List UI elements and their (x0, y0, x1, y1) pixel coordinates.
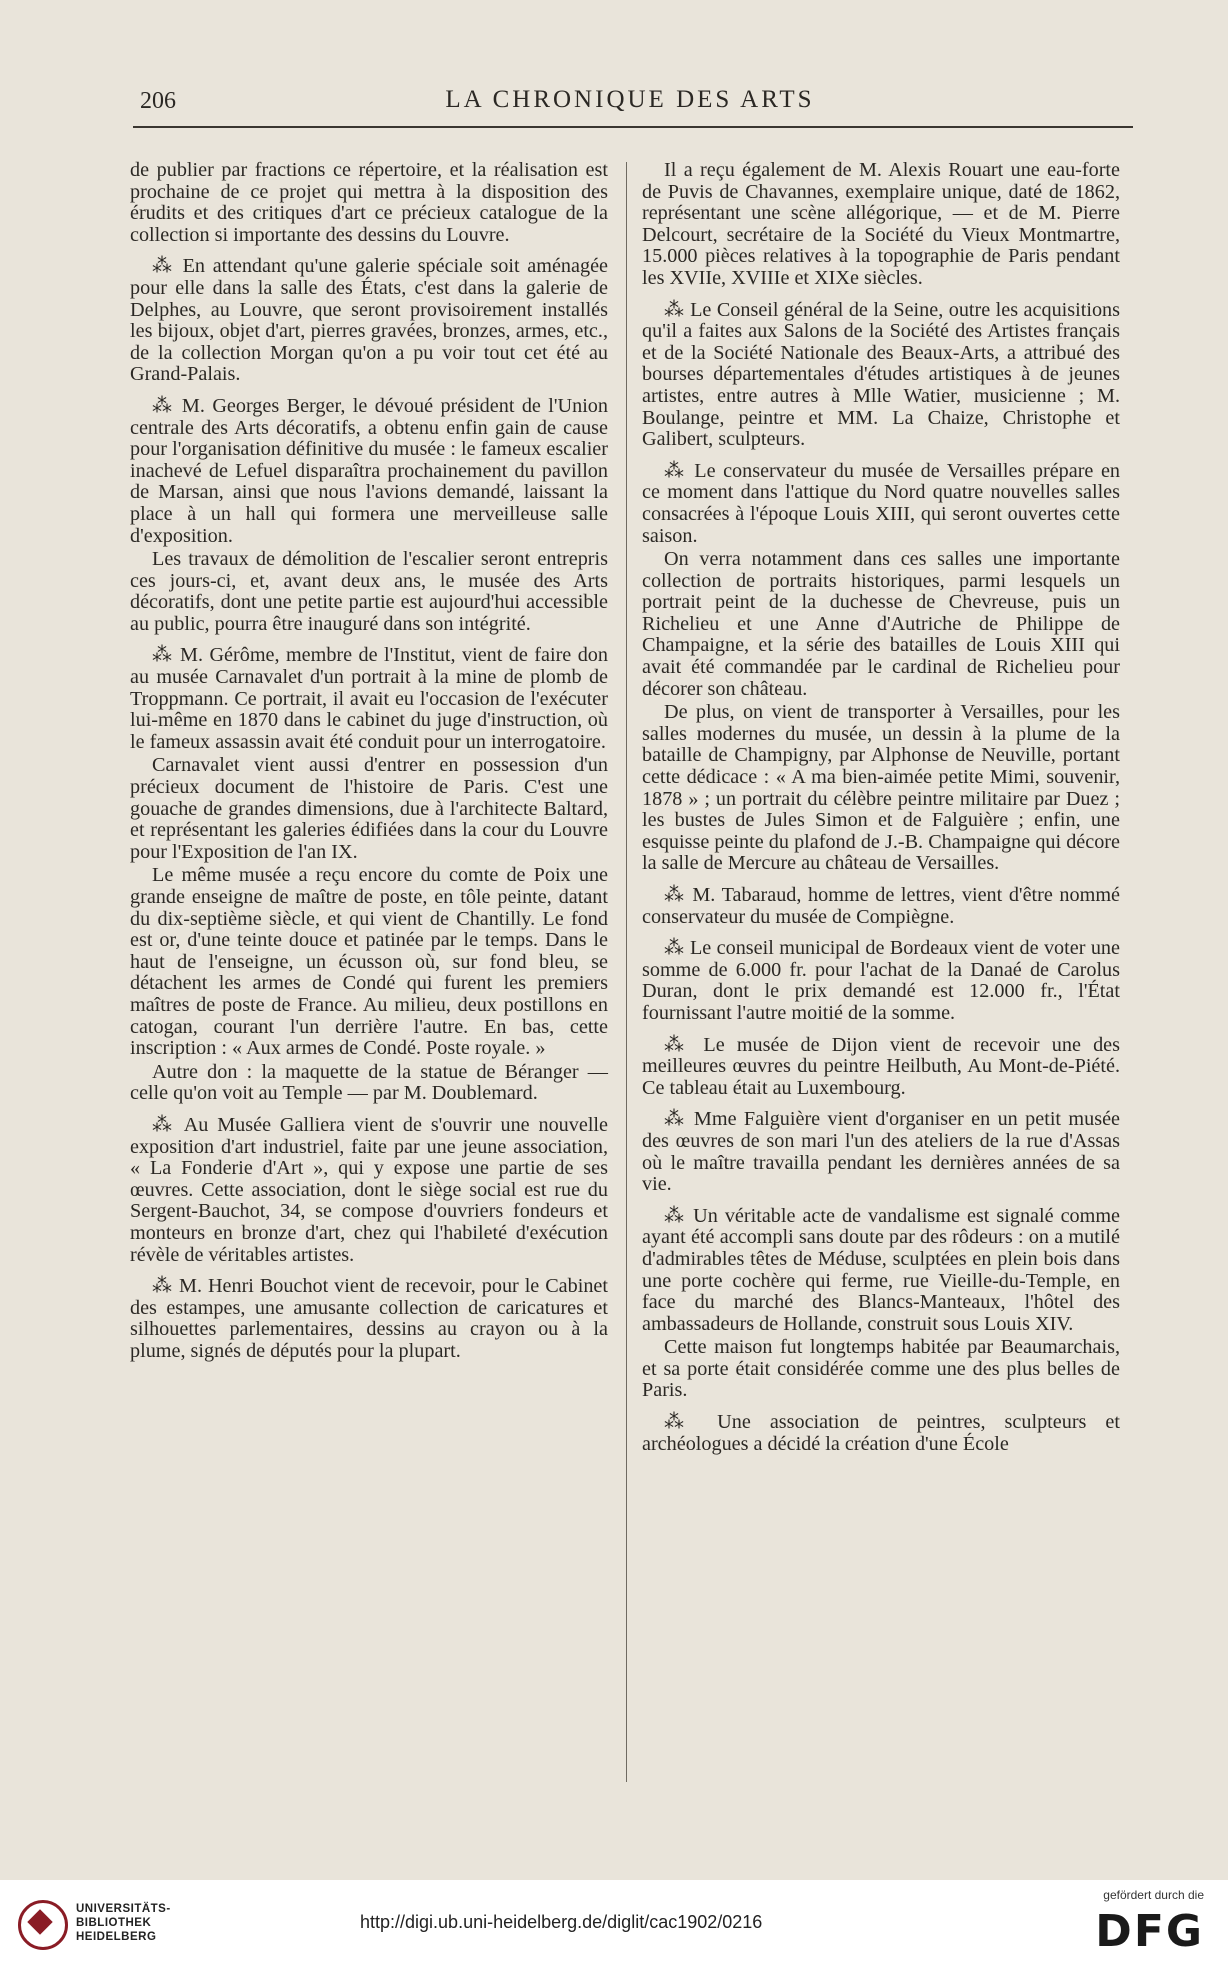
permalink-url[interactable]: http://digi.ub.uni-heidelberg.de/diglit/cac1902/0216 (360, 1912, 763, 1932)
journal-title: LA CHRONIQUE DES ARTS (445, 86, 815, 113)
paragraph: Il a reçu également de M. Alexis Rouart une eau-forte de Puvis de Chavannes, exemplaire unique, daté de 1862, représentant une scène allégorique, — et de M. Pierre Delcourt, secrétaire de la Société du Vieux Montmartre, 15.000 pièces relatives à la topographie de Paris pendant les XVIIe, XVIIIe et XIXe siècles. (642, 159, 1120, 289)
paragraph: Le même musée a reçu encore du comte de Poix une grande enseigne de maître de poste, en tôle peinte, datant du dix-septième siècle, et qui vient de Chantilly. Le fond est or, d'une teinte douce et patinée par le temps. Dans le haut de l'enseigne, un écusson où, sur fond bleu, se détachent les armes de Condé qui furent les premiers maîtres de poste de France. Au milieu, deux postillons en catogan, courant l'un derrière l'autre. En bas, cette inscription : « Aux armes de Condé. Poste royale. » (130, 864, 608, 1060)
paragraph: ⁂ En attendant qu'une galerie spéciale soit aménagée pour elle dans la salle des États, c'est dans la galerie de Delphes, au Louvre, que seront provisoirement installés les bijoux, objet d'art, pierres gravées, bronzes, armes, etc., de la collection Morgan qu'on a pu voir tout cet été au Grand-Palais. (130, 255, 608, 386)
university-library-logo[interactable] (18, 1894, 228, 1954)
running-header (130, 82, 1130, 122)
right-column (642, 160, 1120, 1465)
dfg-logo[interactable]: DFG (1095, 1906, 1204, 1957)
paragraph: ⁂ M. Georges Berger, le dévoué président de l'Union centrale des Arts décoratifs, a obtenu enfin gain de cause pour l'organisation définitive du musée : le fameux escalier inachevé de Lefuel disparaîtra prochainement du pavillon de Marsan, ainsi que nous l'avions demandé, laissant la place à un hall qui formera une merveilleuse salle d'exposition. (130, 394, 608, 547)
library-name: UNIVERSITÄTS- BIBLIOTHEK HEIDELBERG (76, 1903, 171, 1943)
column-divider (626, 162, 627, 1782)
paragraph: de publier par fractions ce répertoire, et la réalisation est prochaine de ce projet qui mettra à la disposition des érudits et des critiques d'art ce précieux catalogue de la collection si importante des dessins du Louvre. (130, 159, 608, 246)
paragraph: ⁂ Le Conseil général de la Seine, outre les acquisitions qu'il a faites aux Salons de la Société des Artistes français et de la Société Nationale des Beaux-Arts, a attribué des bourses départementales d'études artistiques à de jeunes artistes, entre autres à Mlle Watier, musicienne ; M. Boulange, peintre et MM. La Chaize, Christophe et Galibert, sculpteurs. (642, 298, 1120, 451)
paragraph: Autre don : la maquette de la statue de Béranger — celle qu'on voit au Temple — par M. Doublemard. (130, 1060, 608, 1105)
header-rule (133, 126, 1133, 128)
paragraph: ⁂ Une association de peintres, sculpteurs et archéologues a décidé la création d'une École (642, 1411, 1120, 1455)
digitization-footer (0, 1880, 1228, 1970)
paragraph: ⁂ Au Musée Galliera vient de s'ouvrir une nouvelle exposition d'art industriel, faite par une jeune association, « La Fonderie d'Art », qui y expose une partie de ses œuvres. Cette association, dont le siège social est rue du Sergent-Bauchot, 34, se compose d'ouvriers fondeurs et monteurs en bronze d'art, chez qui l'habileté d'exécution révèle de véritables artistes. (130, 1113, 608, 1266)
paragraph: ⁂ Mme Falguière vient d'organiser en un petit musée des œuvres de son mari l'un des ateliers de la rue d'Assas où le maître travailla pendant les dernières années de sa vie. (642, 1108, 1120, 1196)
paragraph: ⁂ Le conservateur du musée de Versailles prépare en ce moment dans l'attique du Nord quatre nouvelles salles consacrées à l'époque Louis XIII, qui seront ouvertes cette saison. (642, 459, 1120, 547)
paragraph: Cette maison fut longtemps habitée par Beaumarchais, et sa porte était considérée comme une des plus belles de Paris. (642, 1336, 1120, 1402)
paragraph: ⁂ Un véritable acte de vandalisme est signalé comme ayant été accompli sans doute par des rôdeurs : on a mutilé d'admirables têtes de Méduse, sculptées en plein bois dans une porte cochère qui ferme, rue Vieille-du-Temple, en face du marché des Blancs-Manteaux, l'hôtel des ambassadeurs de Hollande, construit sous Louis XIV. (642, 1204, 1120, 1335)
paragraph: ⁂ Le musée de Dijon vient de recevoir une des meilleures œuvres du peintre Heilbuth, Au Mont-de-Piété. Ce tableau était au Luxembourg. (642, 1033, 1120, 1099)
paragraph: ⁂ M. Henri Bouchot vient de recevoir, pour le Cabinet des estampes, une amusante collection de caricatures et silhouettes parlementaires, dessins au crayon ou à la plume, signés de députés pour la plupart. (130, 1275, 608, 1362)
paragraph: Carnavalet vient aussi d'entrer en possession d'un précieux document de l'histoire de Paris. C'est une gouache de grandes dimensions, due à l'architecte Baltard, et représentant les galeries édifiées dans la cour du Louvre pour l'Exposition de l'an IX. (130, 754, 608, 863)
paragraph: De plus, on vient de transporter à Versailles, pour les salles modernes du musée, un dessin à la plume de la bataille de Champigny, par Alphonse de Neuville, portant cette dédicace : « A ma bien-aimée petite Mimi, souvenir, 1878 » ; un portrait du célèbre peintre militaire par Duez ; les bustes de Jules Simon et de Falguière ; enfin, une esquisse peinte du plafond de J.-B. Champaigne qui décore la salle de Mercure au château de Versailles. (642, 701, 1120, 875)
library-seal-icon (18, 1900, 68, 1950)
paragraph: ⁂ M. Tabaraud, homme de lettres, vient d'être nommé conservateur du musée de Compiègne. (642, 884, 1120, 928)
left-column (130, 160, 608, 1372)
paragraph: Les travaux de démolition de l'escalier seront entrepris ces jours-ci, et, avant deux ans, le musée des Arts décoratifs, dont une petite partie est aujourd'hui accessible au public, pourra être inauguré dans son intégrité. (130, 548, 608, 635)
page-number: 206 (140, 88, 176, 114)
funder-caption: gefördert durch die (1103, 1888, 1204, 1902)
paragraph: ⁂ M. Gérôme, membre de l'Institut, vient de faire don au musée Carnavalet d'un portrait à la mine de plomb de Troppmann. Ce portrait, il avait eu l'occasion de l'exécuter lui-même en 1870 dans le cabinet du juge d'instruction, où le fameux assassin avait été conduit pour un interrogatoire. (130, 644, 608, 753)
paragraph: On verra notamment dans ces salles une importante collection de portraits historiques, parmi lesquels un portrait peint de la duchesse de Chevreuse, puis un Richelieu et une Anne d'Autriche de Philippe de Champaigne, et la série des batailles de Louis XIII qui avait été commandée par le cardinal de Richelieu pour décorer son château. (642, 548, 1120, 700)
paragraph: ⁂ Le conseil municipal de Bordeaux vient de voter une somme de 6.000 fr. pour l'achat de la Danaé de Carolus Duran, dont le prix demandé est 12.000 fr., l'État fournissant l'autre moitié de la somme. (642, 937, 1120, 1024)
